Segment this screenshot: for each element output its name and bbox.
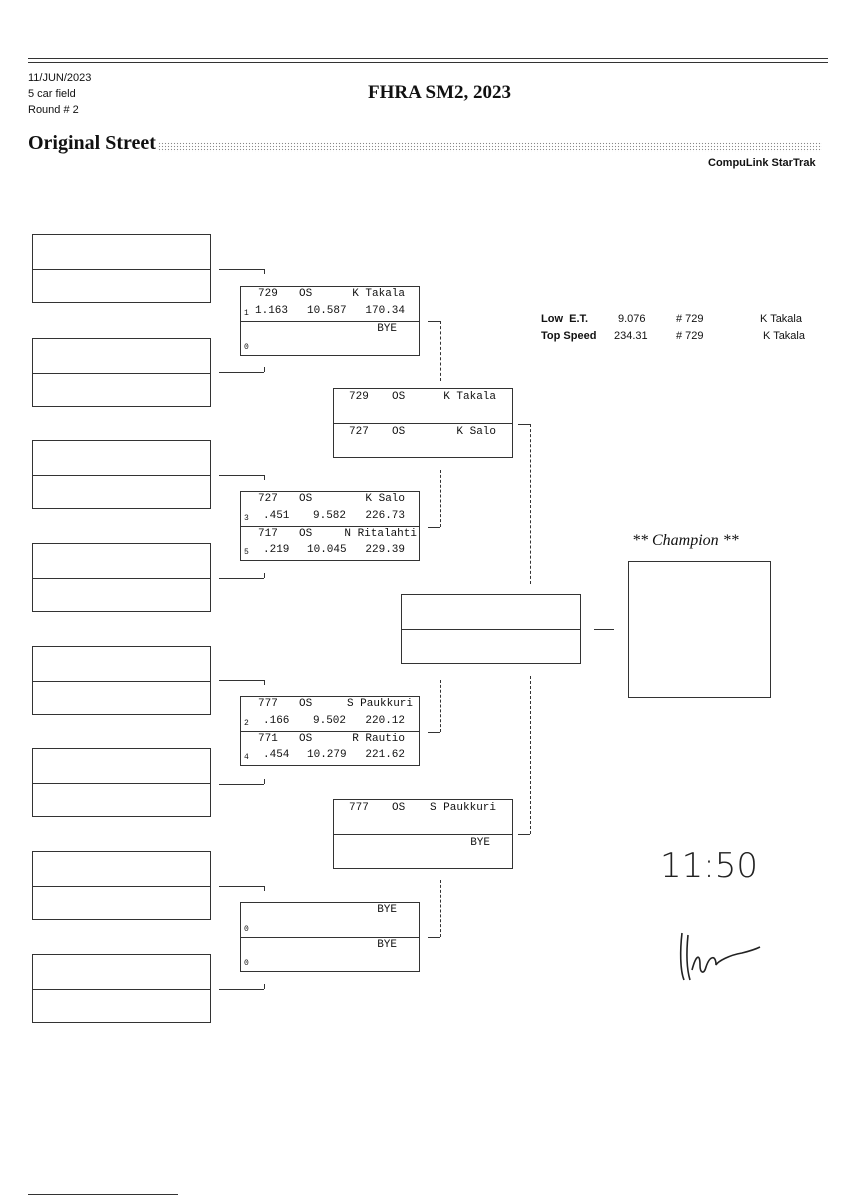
speed-mph: 226.73 bbox=[365, 510, 405, 522]
connector-line bbox=[264, 475, 265, 480]
round1-pair-7 bbox=[32, 851, 211, 920]
seed-number: 1 bbox=[244, 309, 249, 318]
seed-number: 0 bbox=[244, 959, 249, 968]
reaction-time: .451 bbox=[263, 510, 290, 522]
round2-pair-1 bbox=[240, 286, 420, 356]
handwritten-signature bbox=[670, 925, 770, 990]
car-class: OS bbox=[299, 528, 313, 540]
car-number: 771 bbox=[258, 733, 278, 745]
event-date: 11/JUN/2023 bbox=[28, 72, 92, 84]
car-class: OS bbox=[299, 733, 313, 745]
driver-name: K Takala bbox=[443, 391, 496, 403]
driver-name: S Paukkuri bbox=[429, 802, 496, 814]
car-class: OS bbox=[299, 493, 313, 505]
driver-name: N Ritalahti bbox=[344, 528, 417, 540]
connector-line bbox=[440, 470, 441, 527]
round1-pair-5 bbox=[32, 646, 211, 715]
connector-line bbox=[428, 527, 440, 528]
driver-name: K Salo bbox=[456, 426, 496, 438]
top-speed-driver: K Takala bbox=[763, 330, 805, 342]
connector-line bbox=[219, 269, 264, 270]
reaction-time: 1.163 bbox=[255, 305, 289, 317]
field-size: 5 car field bbox=[28, 88, 76, 100]
driver-name: BYE bbox=[377, 904, 397, 916]
elapsed-time: 10.279 bbox=[307, 749, 347, 761]
connector-line bbox=[518, 424, 530, 425]
speed-mph: 229.39 bbox=[365, 544, 405, 556]
driver-name: K Salo bbox=[365, 493, 405, 505]
connector-line bbox=[264, 779, 265, 784]
car-number: 777 bbox=[258, 698, 278, 710]
connector-line bbox=[219, 475, 264, 476]
connector-line bbox=[219, 989, 264, 990]
final-pair bbox=[401, 594, 581, 664]
driver-name: BYE bbox=[470, 837, 490, 849]
driver-name: K Takala bbox=[352, 288, 405, 300]
connector-line bbox=[219, 886, 264, 887]
connector-line bbox=[219, 680, 264, 681]
connector-line bbox=[219, 372, 264, 373]
speed-mph: 170.34 bbox=[365, 305, 405, 317]
connector-line bbox=[440, 321, 441, 381]
car-class: OS bbox=[392, 802, 406, 814]
top-speed-value: 234.31 bbox=[614, 330, 648, 342]
seed-number: 0 bbox=[244, 925, 249, 934]
low-et-car: # 729 bbox=[676, 313, 704, 325]
round1-pair-2 bbox=[32, 338, 211, 407]
round2-pair-4 bbox=[240, 902, 420, 972]
connector-line bbox=[264, 269, 265, 274]
car-class: OS bbox=[392, 391, 406, 403]
connector-line bbox=[428, 321, 440, 322]
round3-pair-1 bbox=[333, 388, 513, 458]
header-rule-top bbox=[28, 58, 828, 59]
connector-line bbox=[264, 984, 265, 989]
seed-number: 0 bbox=[244, 343, 249, 352]
top-speed-label: Top Speed bbox=[541, 330, 597, 342]
car-number: 729 bbox=[349, 391, 369, 403]
round3-pair-2 bbox=[333, 799, 513, 869]
champion-label: ** Champion ** bbox=[632, 532, 739, 549]
elapsed-time: 10.587 bbox=[307, 305, 347, 317]
round1-pair-1 bbox=[32, 234, 211, 303]
speed-mph: 220.12 bbox=[365, 715, 405, 727]
elapsed-time: 10.045 bbox=[307, 544, 347, 556]
footer-rule bbox=[28, 1194, 178, 1195]
car-number: 717 bbox=[258, 528, 278, 540]
connector-line bbox=[428, 937, 440, 938]
handwritten-time: 11:50 bbox=[660, 846, 758, 886]
reaction-time: .219 bbox=[263, 544, 290, 556]
driver-name: BYE bbox=[377, 323, 397, 335]
car-class: OS bbox=[299, 698, 313, 710]
car-number: 777 bbox=[349, 802, 369, 814]
connector-line bbox=[518, 834, 530, 835]
top-speed-car: # 729 bbox=[676, 330, 704, 342]
connector-line bbox=[264, 367, 265, 372]
round1-pair-3 bbox=[32, 440, 211, 509]
header-rule-top-2 bbox=[28, 62, 828, 63]
low-et-driver: K Takala bbox=[760, 313, 802, 325]
connector-line bbox=[594, 629, 614, 630]
software-brand: CompuLink StarTrak bbox=[708, 157, 816, 169]
low-et-label: Low E.T. bbox=[541, 313, 589, 325]
round1-pair-6 bbox=[32, 748, 211, 817]
driver-name: R Rautio bbox=[352, 733, 405, 745]
event-title: FHRA SM2, 2023 bbox=[368, 82, 512, 103]
class-name: Original Street bbox=[28, 132, 156, 154]
elapsed-time: 9.502 bbox=[313, 715, 347, 727]
connector-line bbox=[264, 886, 265, 891]
connector-line bbox=[219, 578, 264, 579]
speed-mph: 221.62 bbox=[365, 749, 405, 761]
low-et-value: 9.076 bbox=[618, 313, 646, 325]
connector-line bbox=[530, 676, 531, 834]
car-number: 727 bbox=[258, 493, 278, 505]
driver-name: BYE bbox=[377, 939, 397, 951]
reaction-time: .166 bbox=[263, 715, 290, 727]
seed-number: 2 bbox=[244, 719, 249, 728]
connector-line bbox=[440, 880, 441, 937]
class-dotted-rule bbox=[158, 142, 822, 152]
seed-number: 3 bbox=[244, 514, 249, 523]
seed-number: 4 bbox=[244, 753, 249, 762]
elapsed-time: 9.582 bbox=[313, 510, 347, 522]
round1-pair-8 bbox=[32, 954, 211, 1023]
connector-line bbox=[530, 424, 531, 584]
round2-pair-2 bbox=[240, 491, 420, 561]
car-number: 729 bbox=[258, 288, 278, 300]
car-class: OS bbox=[299, 288, 313, 300]
round-number: Round # 2 bbox=[28, 104, 79, 116]
connector-line bbox=[264, 573, 265, 578]
car-number: 727 bbox=[349, 426, 369, 438]
connector-line bbox=[428, 732, 440, 733]
driver-name: S Paukkuri bbox=[346, 698, 413, 710]
seed-number: 5 bbox=[244, 548, 249, 557]
connector-line bbox=[219, 784, 264, 785]
round2-pair-3 bbox=[240, 696, 420, 766]
connector-line bbox=[264, 680, 265, 685]
round1-pair-4 bbox=[32, 543, 211, 612]
connector-line bbox=[440, 680, 441, 732]
champion-box bbox=[628, 561, 771, 698]
car-class: OS bbox=[392, 426, 406, 438]
reaction-time: .454 bbox=[263, 749, 290, 761]
